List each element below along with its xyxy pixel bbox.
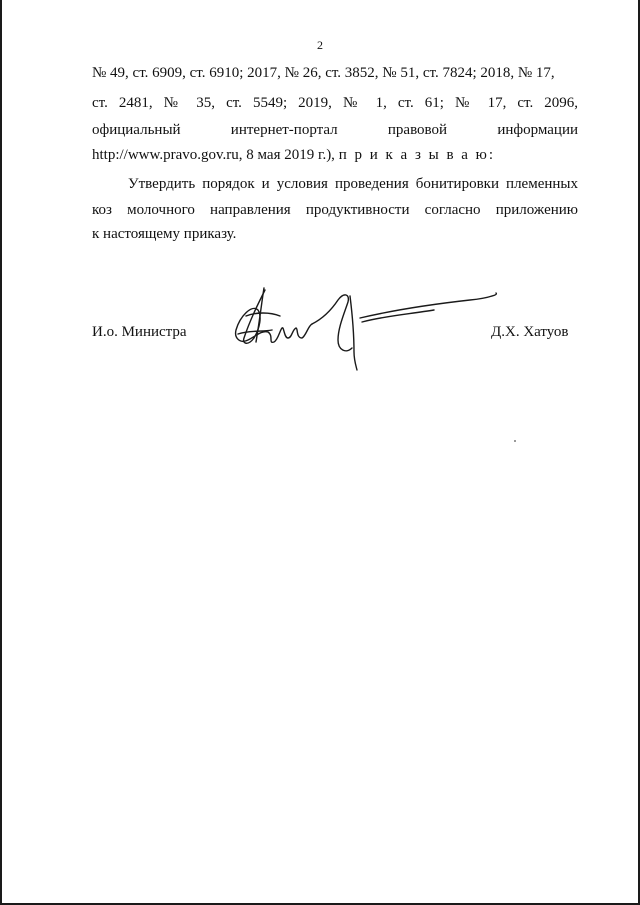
order-paragraph-line-3: к настоящему приказу.	[92, 226, 237, 242]
signatory-role: И.о. Министра	[92, 324, 187, 340]
handwritten-signature	[234, 286, 498, 372]
order-paragraph-line-2: коз молочного направления продуктивности согласно приложению	[92, 202, 578, 218]
body-line-1: № 49, ст. 6909, ст. 6910; 2017, № 26, ст. 3852, № 51, ст. 7824; 2018, № 17,	[92, 65, 555, 81]
scan-speck	[514, 440, 516, 442]
body-line-4	[92, 146, 578, 164]
order-phrase: п р и к а з ы в а ю:	[338, 147, 496, 163]
body-line-2: ст. 2481, № 35, ст. 5549; 2019, № 1, ст. 61; № 17, ст. 2096,	[92, 95, 578, 111]
order-paragraph-line-1: Утвердить порядок и условия проведения бонитировки племенных	[128, 176, 578, 192]
scan-edge-left	[0, 0, 2, 905]
body-line-3: официальный интернет-портал правовой информации	[92, 122, 578, 138]
page-number: 2	[317, 38, 323, 52]
body-line-4-source: http://www.pravo.gov.ru, 8 мая 2019 г.),	[92, 147, 339, 163]
signatory-name: Д.Х. Хатуов	[491, 324, 569, 340]
